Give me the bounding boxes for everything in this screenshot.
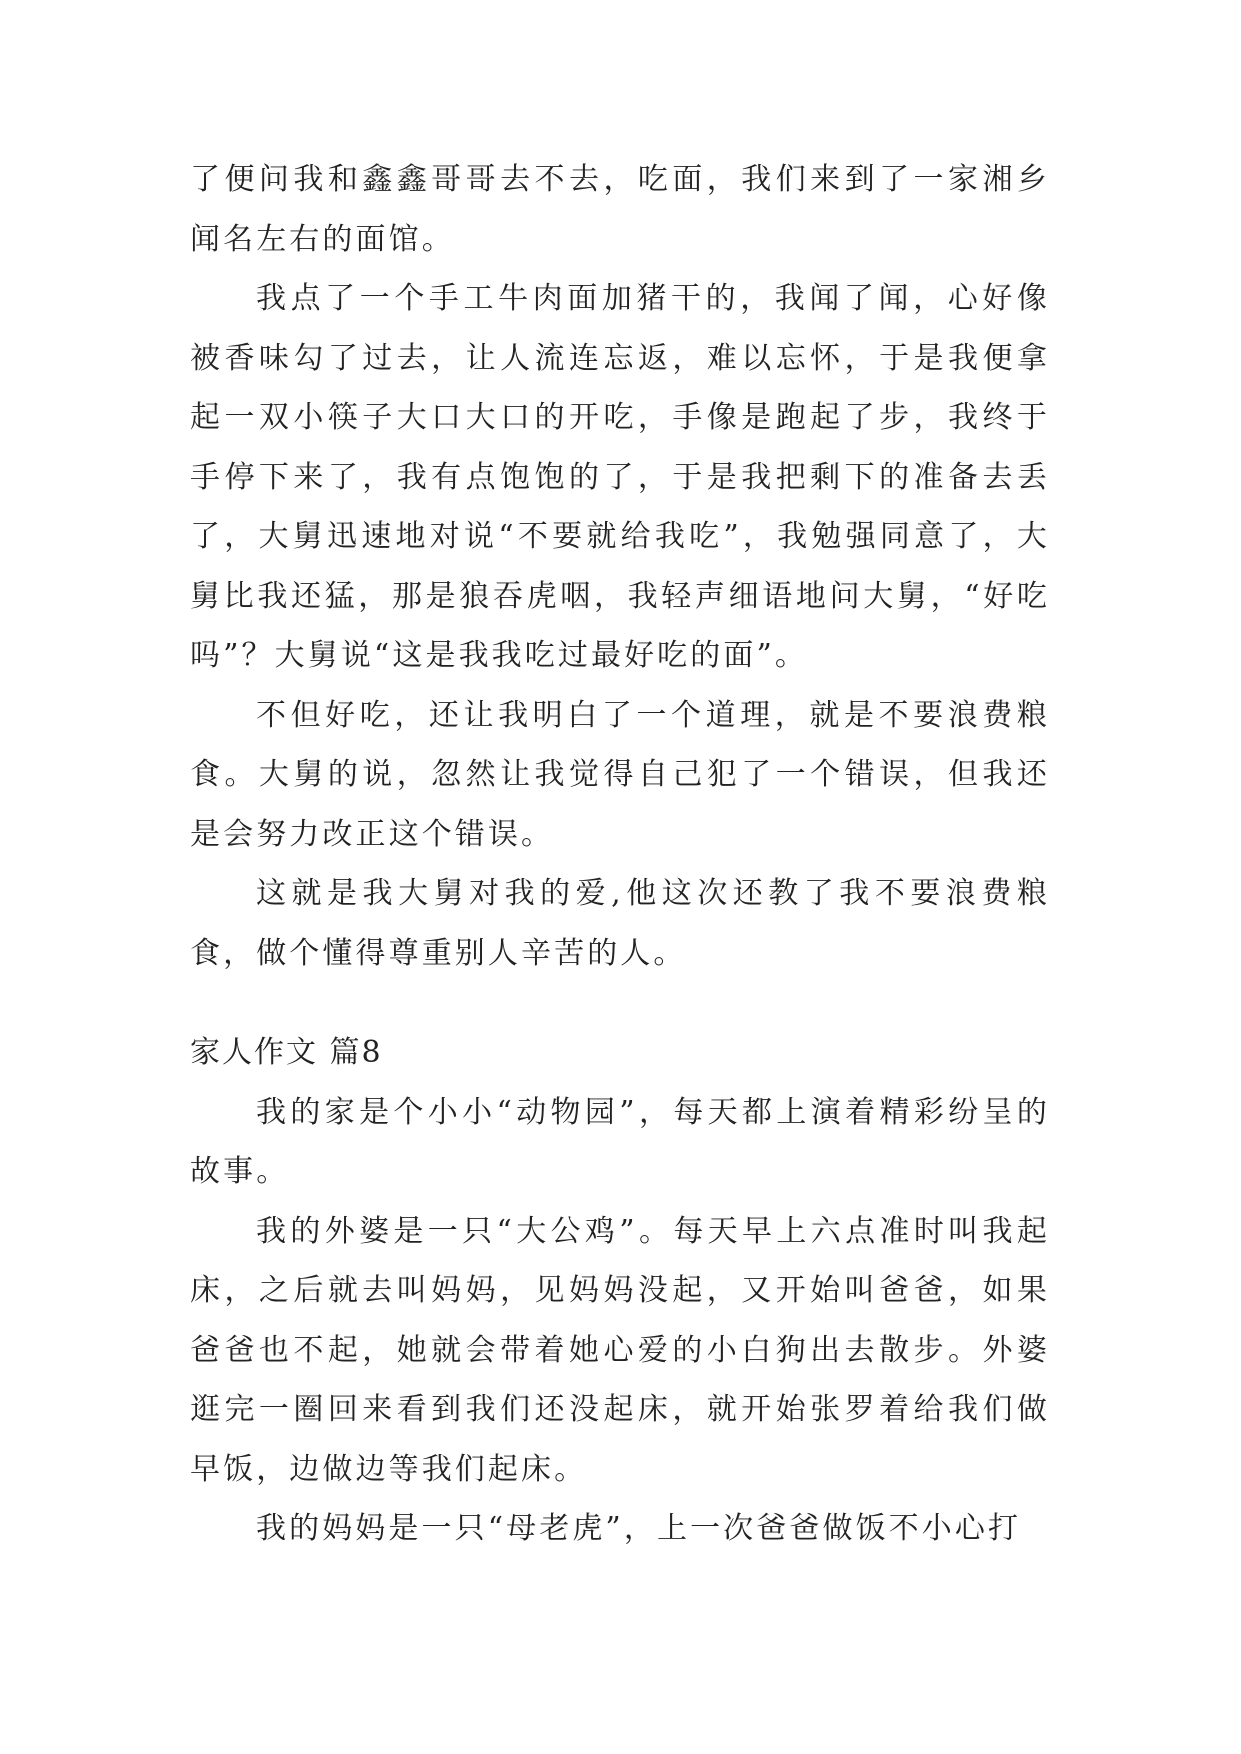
paragraph: 这就是我大舅对我的爱,他这次还教了我不要浪费粮食，做个懂得尊重别人辛苦的人。 xyxy=(190,876,1050,971)
paragraph: 我的家是个小小“动物园”，每天都上演着精彩纷呈的故事。 xyxy=(190,1094,1050,1189)
paragraph: 我的外婆是一只“大公鸡”。每天早上六点准时叫我起床，之后就去叫妈妈，见妈妈没起，又开始叫爸爸，如果爸爸也不起，她就会带着她心爱的小白狗出去散步。外婆逛完一圈回来看到我们还没起床，就开始张罗着给我们做早饭，边做边等我们起床。 xyxy=(190,1213,1050,1487)
document-page xyxy=(190,150,1050,1559)
paragraph: 不但好吃，还让我明白了一个道理，就是不要浪费粮食。大舅的说，忽然让我觉得自己犯了一个错误，但我还是会努力改正这个错误。 xyxy=(190,697,1050,852)
paragraph: 我点了一个手工牛肉面加猪干的，我闻了闻，心好像被香味勾了过去，让人流连忘返，难以忘怀，于是我便拿起一双小筷子大口大口的开吃，手像是跑起了步，我终于手停下来了，我有点饱饱的了，于是我把剩下的准备去丢了，大舅迅速地对说“不要就给我吃”，我勉强同意了，大舅比我还猛，那是狼吞虎咽，我轻声细语地问大舅，“好吃吗”？大舅说“这是我我吃过最好吃的面”。 xyxy=(190,281,1050,673)
paragraph: 了便问我和鑫鑫哥哥去不去，吃面，我们来到了一家湘乡闻名左右的面馆。 xyxy=(190,162,1050,257)
paragraph: 我的妈妈是一只“母老虎”，上一次爸爸做饭不小心打 xyxy=(256,1511,1022,1546)
section-heading: 家人作文 篇8 xyxy=(190,1035,383,1070)
